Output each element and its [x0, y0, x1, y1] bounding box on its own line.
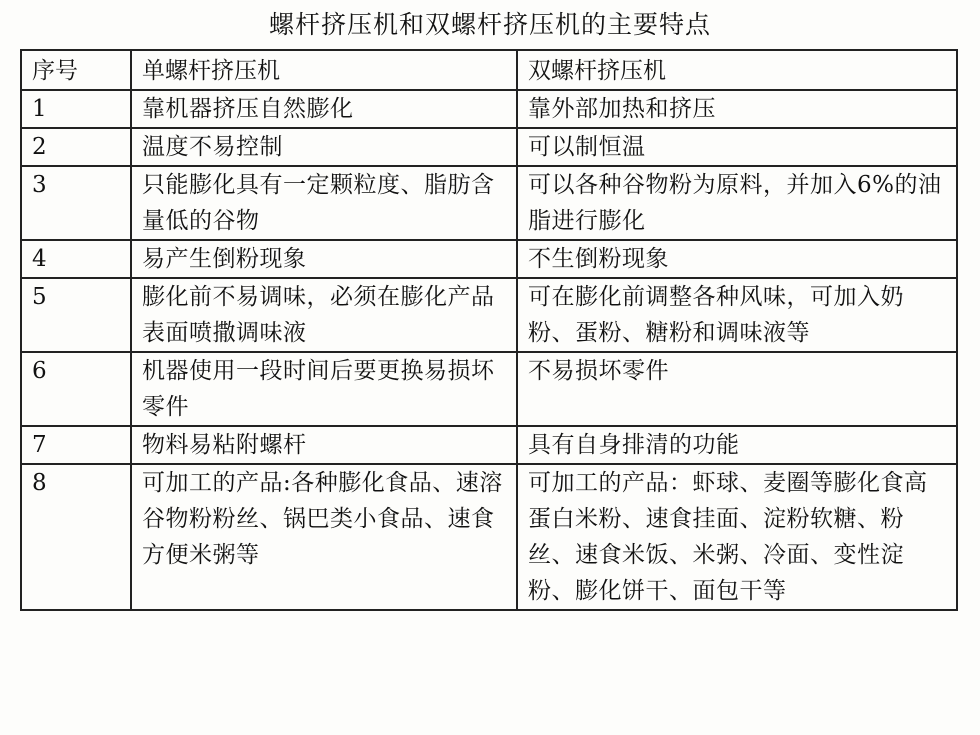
- table-row: [21, 128, 957, 166]
- single-screw-cell: 机器使用一段时间后要更换易损坏零件: [131, 352, 517, 426]
- table-row: [21, 426, 957, 464]
- twin-screw-cell: 可以各种谷物粉为原料，并加入6%的油脂进行膨化: [517, 166, 957, 240]
- table-header-row: [21, 50, 957, 90]
- row-number: 1: [21, 90, 131, 128]
- header-cell-number: 序号: [21, 50, 131, 90]
- table-row: [21, 464, 957, 610]
- row-number: 7: [21, 426, 131, 464]
- twin-screw-cell: 可加工的产品：虾球、麦圈等膨化食高蛋白米粉、速食挂面、淀粉软糖、粉丝、速食米饭、米粥、冷面、变性淀粉、膨化饼干、面包干等: [517, 464, 957, 610]
- table-row: [21, 90, 957, 128]
- document-title: 螺杆挤压机和双螺杆挤压机的主要特点: [268, 10, 711, 39]
- row-number: 8: [21, 464, 131, 610]
- single-screw-cell: 物料易粘附螺杆: [131, 426, 517, 464]
- twin-screw-cell: 可在膨化前调整各种风味，可加入奶粉、蛋粉、糖粉和调味液等: [517, 278, 957, 352]
- table-row: [21, 278, 957, 352]
- comparison-table: [20, 49, 958, 611]
- row-number: 2: [21, 128, 131, 166]
- single-screw-cell: 膨化前不易调味，必须在膨化产品表面喷撒调味液: [131, 278, 517, 352]
- twin-screw-cell: 靠外部加热和挤压: [517, 90, 957, 128]
- row-number: 6: [21, 352, 131, 426]
- single-screw-cell: 温度不易控制: [131, 128, 517, 166]
- header-cell-single-screw: 单螺杆挤压机: [131, 50, 517, 90]
- twin-screw-cell: 不生倒粉现象: [517, 240, 957, 278]
- row-number: 4: [21, 240, 131, 278]
- twin-screw-cell: 不易损坏零件: [517, 352, 957, 426]
- row-number: 5: [21, 278, 131, 352]
- header-cell-twin-screw: 双螺杆挤压机: [517, 50, 957, 90]
- twin-screw-cell: 具有自身排清的功能: [517, 426, 957, 464]
- single-screw-cell: 可加工的产品:各种膨化食品、速溶谷物粉粉丝、锅巴类小食品、速食方便米粥等: [131, 464, 517, 610]
- table-row: [21, 166, 957, 240]
- twin-screw-cell: 可以制恒温: [517, 128, 957, 166]
- row-number: 3: [21, 166, 131, 240]
- table-row: [21, 240, 957, 278]
- table-row: [21, 352, 957, 426]
- single-screw-cell: 只能膨化具有一定颗粒度、脂肪含量低的谷物: [131, 166, 517, 240]
- single-screw-cell: 易产生倒粉现象: [131, 240, 517, 278]
- single-screw-cell: 靠机器挤压自然膨化: [131, 90, 517, 128]
